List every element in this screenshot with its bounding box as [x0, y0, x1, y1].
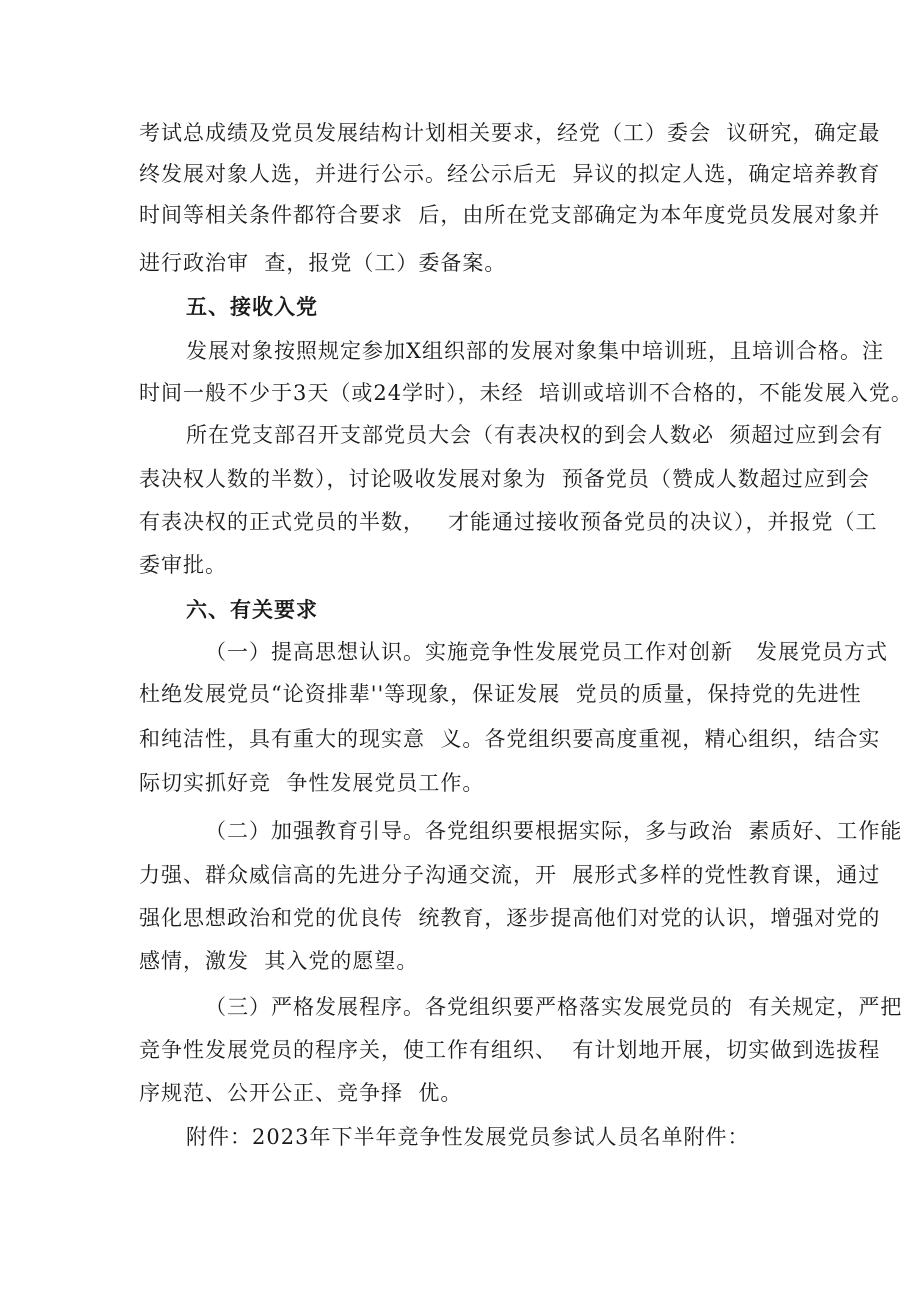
paragraph-line: 考试总成绩及党员发展结构计划相关要求，经党（工）委会 议研究，确定最 — [139, 121, 881, 145]
paragraph-line: 表决权人数的半数），讨论吸收发展对象为 预备党员（赞成人数超过应到会 — [139, 467, 870, 491]
paragraph-line: 时间一般不少于3天（或24学时），未经 培训或培训不合格的，不能发展入党。 — [139, 381, 913, 405]
paragraph-line: 竞争性发展党员的程序关，使工作有组织、 有计划地开展，切实做到选拔程 — [139, 1038, 881, 1062]
section-heading: 五、接收入党 — [186, 295, 318, 319]
paragraph-line: （一）提高思想认识。实施竞争性发展党员工作对创新 发展党员方式 — [205, 640, 889, 664]
paragraph-line: 力强、群众威信高的先进分子沟通交流，开 展形式多样的党性教育课，通过 — [139, 863, 881, 887]
attachment-line: 附件：2023年下半年竞争性发展党员参试人员名单附件： — [186, 1125, 750, 1149]
paragraph-line: 时间等相关条件都符合要求 后，由所在党支部确定为本年度党员发展对象并 — [139, 203, 881, 227]
paragraph-line: 强化思想政治和党的优良传 统教育，逐步提高他们对党的认识，增强对党的 — [139, 906, 881, 930]
paragraph-line: 杜绝发展党员“论资排辈''等现象，保证发展 党员的质量，保持党的先进性 — [139, 682, 862, 706]
paragraph-line: （二）加强教育引导。各党组织要根据实际，多与政治 素质好、工作能 — [205, 819, 903, 843]
section-heading: 六、有关要求 — [186, 598, 318, 622]
paragraph-line: 际切实抓好竞 争性发展党员工作。 — [139, 771, 485, 795]
paragraph-line: 和纯洁性，具有重大的现实意 义。各党组织要高度重视，精心组织，结合实 — [139, 727, 881, 751]
paragraph-line: 感情，激发 其入党的愿望。 — [139, 949, 419, 973]
paragraph-line: 有表决权的正式党员的半数， 才能通过接收预备党员的决议），并报党（工 — [139, 510, 878, 534]
paragraph-line: 委审批。 — [139, 553, 227, 577]
paragraph-line: （三）严格发展程序。各党组织要严格落实发展党员的 有关规定，严把 — [205, 995, 903, 1019]
paragraph-line: 终发展对象人选，并进行公示。经公示后无 异议的拟定人选，确定培养教育 — [139, 162, 881, 186]
paragraph-line: 发展对象按照规定参加X组织部的发展对象集中培训班，且培训合格。注 — [186, 339, 884, 363]
paragraph-line: 进行政治审 查，报党（工）委备案。 — [139, 251, 507, 275]
paragraph-line: 序规范、公开公正、竞争择 优。 — [139, 1081, 463, 1105]
paragraph-line: 所在党支部召开支部党员大会（有表决权的到会人数必 须超过应到会有 — [186, 423, 884, 447]
